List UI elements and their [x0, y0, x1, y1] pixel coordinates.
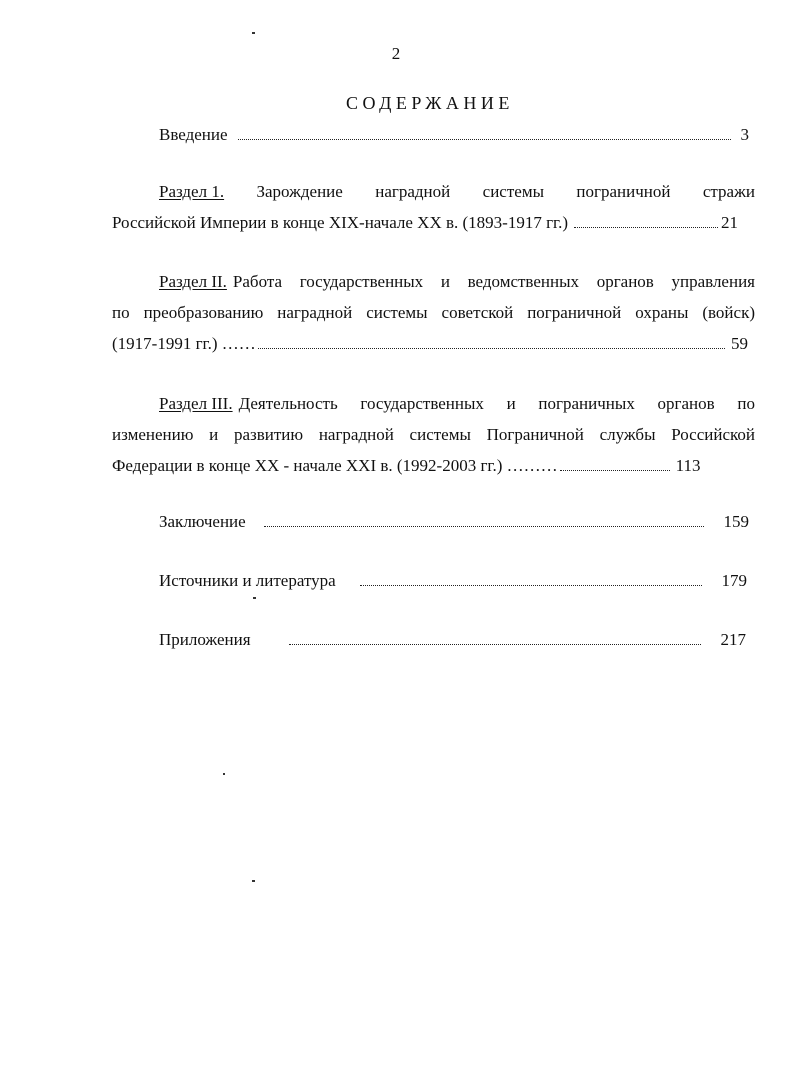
dot-leader: [574, 215, 718, 228]
section-1-line-1: [159, 181, 755, 203]
section-1-label: Раздел 1.: [159, 182, 225, 201]
section-1-word: Зарождение: [256, 182, 343, 201]
section-3-title-line-3: Федерации в конце XX - начале XXI в. (1992-2003 гг.) ………: [112, 456, 558, 475]
scan-speck: [223, 773, 225, 775]
toc-entry-sources[interactable]: [159, 571, 747, 593]
section-1-page: 21: [721, 213, 738, 232]
scan-speck: [252, 32, 255, 34]
dot-leader: [289, 630, 701, 645]
section-2-title-line-2: по преобразованию наградной системы советской пограничной охраны (войск): [112, 303, 755, 322]
toc-entry-section-1[interactable]: [112, 181, 755, 241]
scan-speck: [253, 597, 256, 599]
dot-leader: [258, 336, 725, 349]
toc-entry-label: Введение: [159, 125, 228, 144]
section-1-word: системы: [482, 182, 544, 201]
dot-leader: [238, 125, 731, 140]
page-number: 2: [391, 44, 401, 63]
toc-entry-intro[interactable]: [159, 125, 749, 147]
section-3-line-1: [159, 393, 755, 415]
dot-leader: [360, 571, 702, 586]
toc-entry-label: Приложения: [159, 630, 251, 649]
toc-entry-page: 3: [740, 125, 749, 144]
dot-leader: [560, 458, 670, 471]
dot-leader: [264, 512, 704, 527]
toc-entry-page: 179: [721, 571, 747, 590]
toc-entry-page: 159: [723, 512, 749, 531]
toc-entry-label: Источники и литература: [159, 571, 336, 590]
section-3-page: 113: [675, 456, 701, 475]
section-2-page: 59: [731, 334, 748, 353]
section-1-title-tail: Российской Империи в конце XIX-начале XX в. (1893-1917 гг.): [112, 213, 569, 232]
section-1-word: наградной: [375, 182, 451, 201]
section-1-word: пограничной: [576, 182, 671, 201]
section-2-title-line-3: (1917-1991 гг.) ……: [112, 334, 256, 353]
section-1-word: стражи: [702, 182, 755, 201]
section-2-label: Раздел II.: [159, 272, 227, 291]
section-3-label: Раздел III.: [159, 394, 233, 413]
toc-entry-conclusion[interactable]: [159, 512, 749, 534]
section-3-title-line-1: Деятельность государственных и пограничных органов по: [238, 394, 755, 413]
toc-entry-section-3[interactable]: [112, 393, 755, 483]
section-2-line-3: [112, 333, 755, 355]
toc-entry-section-2[interactable]: [112, 271, 755, 361]
toc-entry-label: Заключение: [159, 512, 246, 531]
section-2-title-line-1: Работа государственных и ведомственных органов управления: [232, 272, 755, 291]
toc-entry-appendices[interactable]: [159, 630, 746, 652]
section-2-line-1: [159, 271, 755, 293]
section-1-line-2: [112, 212, 755, 234]
section-3-line-3: [112, 455, 755, 477]
toc-entry-page: 217: [720, 630, 746, 649]
section-3-title-line-2: изменению и развитию наградной системы Пограничной службы Российской: [112, 425, 755, 444]
scan-speck: [252, 880, 255, 882]
toc-title: СОДЕРЖАНИЕ: [346, 93, 514, 113]
